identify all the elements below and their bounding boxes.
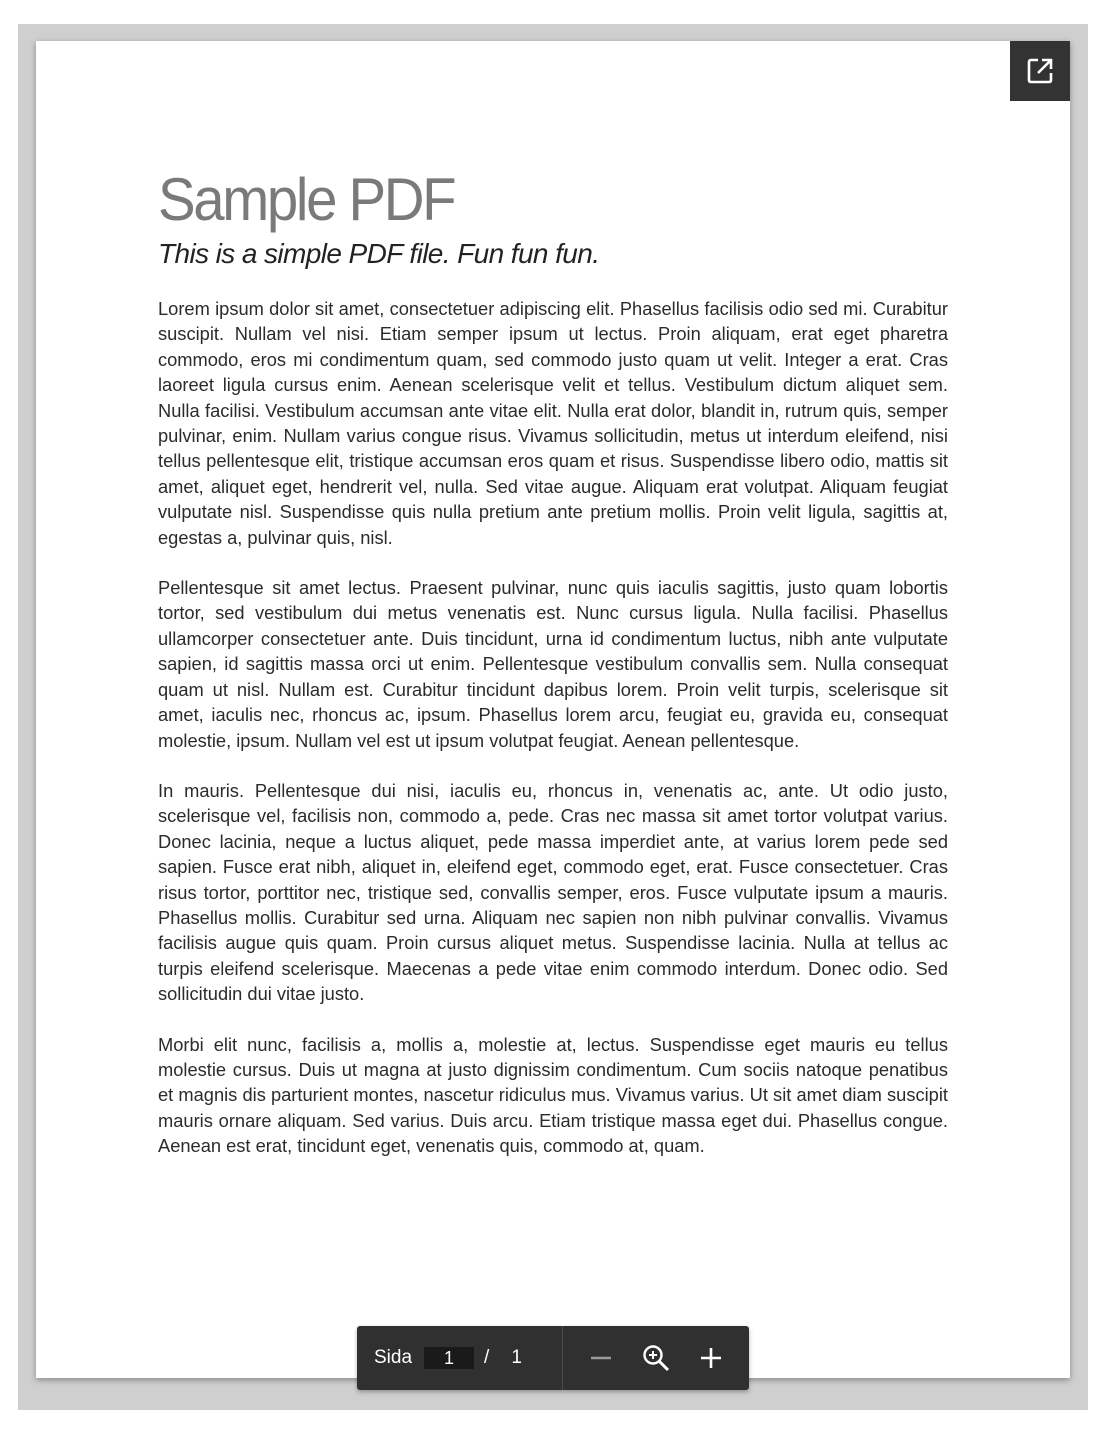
- page-label: Sida: [374, 1347, 413, 1368]
- zoom-reset-button[interactable]: [636, 1338, 676, 1378]
- open-external-icon: [1025, 56, 1055, 86]
- paragraph-4: Morbi elit nunc, facilisis a, mollis a, molestie at, lectus. Suspendisse eget mauris eu tellus molestie cursus. Duis ut magna at justo dignissim condimentum. Cum sociis natoque penatibus et magnis dis parturient montes, nascetur ridiculus mus. Vivamus varius. Ut sit amet diam suscipit mauris ornare aliquam. Sed varius. Duis arcu. Etiam tristique massa eget dui. Phasellus congue. Aenean est erat, tincidunt eget, venenatis quis, commodo at, quam.: [158, 1033, 948, 1157]
- zoom-in-button[interactable]: [691, 1338, 731, 1378]
- page-number-input[interactable]: [424, 1347, 474, 1369]
- paragraph-3: In mauris. Pellentesque dui nisi, iaculis eu, rhoncus in, venenatis ac, ante. Ut odio justo, scelerisque vel, facilisis non, commodo a, pede. Cras nec massa sit amet tortor volutpat varius. Donec lacinia, neque a luctus aliquet, pede massa imperdiet ante, at varius lorem pede sed sapien. Fusce erat nibh, aliquet in, eleifend eget, commodo eget, erat. Fusce consectetuer. Cras risus tortor, porttitor nec, tristique sed, convallis semper, eros. Fusce vulputate ipsum a mauris. Phasellus mollis. Curabitur sed urna. Aliquam nec sapien non nibh pulvinar convallis. Vivamus facilisis augue quis quam. Proin cursus aliquet metus. Suspendisse lacinia. Nulla at tellus ac turpis eleifend scelerisque. Maecenas a pede vitae enim commodo interdum. Donec odio. Sed sollicitudin dui vitae justo.: [158, 779, 948, 1005]
- plus-icon: [699, 1346, 723, 1370]
- document-subtitle: This is a simple PDF file. Fun fun fun.: [158, 238, 600, 269]
- page-separator: /: [484, 1347, 490, 1368]
- document-title: Sample PDF: [158, 166, 455, 233]
- zoom-out-button[interactable]: [581, 1338, 621, 1378]
- open-external-button[interactable]: [1010, 41, 1070, 101]
- document-content: [158, 164, 948, 1159]
- magnifier-plus-icon: [642, 1344, 670, 1372]
- paragraph-1: Lorem ipsum dolor sit amet, consectetuer adipiscing elit. Phasellus facilisis odio sed mi. Curabitur suscipit. Nullam vel nisi. Etiam semper ipsum ut lectus. Proin aliquam, erat eget pharetra commodo, eros mi condimentum quam, sed commodo justo quam ut velit. Integer a erat. Cras laoreet ligula cursus enim. Aenean scelerisque velit et tellus. Vestibulum dictum aliquet sem. Nulla facilisi. Vestibulum accumsan ante vitae elit. Nulla erat dolor, blandit in, rutrum quis, semper pulvinar, enim. Nullam varius congue risus. Vivamus sollicitudin, metus ut interdum eleifend, nisi tellus pellentesque elit, tristique accumsan eros quam et risus. Suspendisse libero odio, mattis sit amet, aliquet eget, hendrerit vel, nulla. Sed vitae augue. Aliquam erat volutpat. Aliquam feugiat vulputate nisl. Suspendisse quis nulla pretium ante pretium mollis. Proin velit ligula, sagittis at, egestas a, pulvinar quis, nisl.: [158, 298, 948, 548]
- page-navigation: [357, 1326, 563, 1390]
- total-pages: 1: [511, 1347, 522, 1368]
- minus-icon: [589, 1346, 613, 1370]
- pdf-toolbar: [357, 1326, 749, 1390]
- paragraph-2: Pellentesque sit amet lectus. Praesent pulvinar, nunc quis iaculis sagittis, justo quam lobortis tortor, sed vestibulum dui metus venenatis est. Nunc cursus ligula. Nulla facilisi. Phasellus ullamcorper consectetuer ante. Duis tincidunt, urna id condimentum luctus, nibh ante vulputate sapien, id sagittis massa orci ut enim. Pellentesque vestibulum convallis sem. Nulla consequat quam ut nisl. Nullam est. Curabitur tincidunt dapibus lorem. Proin velit turpis, scelerisque sit amet, iaculis nec, rhoncus ac, ipsum. Phasellus lorem arcu, feugiat eu, gravida eu, consequat molestie, ipsum. Nullam vel est ut ipsum volutpat feugiat. Aenean pellentesque.: [158, 577, 948, 751]
- zoom-controls: [563, 1326, 749, 1390]
